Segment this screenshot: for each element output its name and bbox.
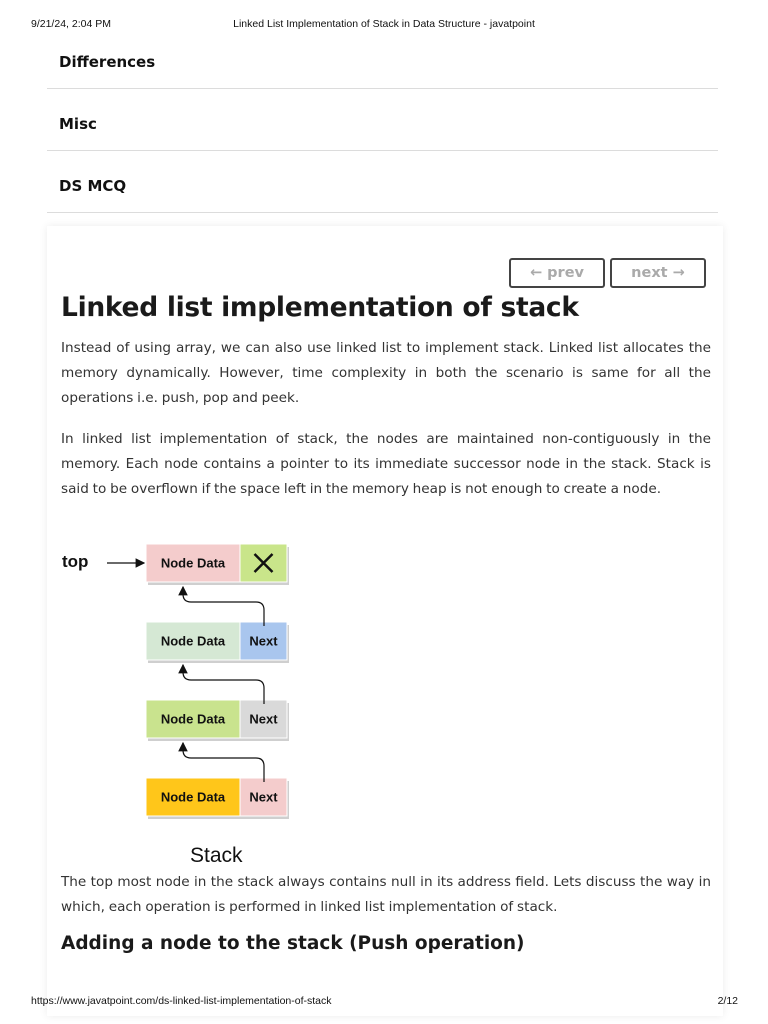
stack-node-3 <box>146 700 289 741</box>
link-arrow-3-to-2 <box>183 665 264 704</box>
nav-item-differences[interactable] <box>47 26 718 89</box>
nav-item-label[interactable]: Misc <box>59 115 97 133</box>
nav-item-label[interactable]: Differences <box>59 53 156 71</box>
node-data-label: Node Data <box>160 789 226 805</box>
prev-button[interactable]: ← prev <box>509 258 605 288</box>
print-title: Linked List Implementation of Stack in Data Structure - javatpoint <box>233 18 535 30</box>
node-next-label: Next <box>249 789 278 805</box>
print-date: 9/21/24, 2:04 PM <box>31 18 111 30</box>
intro-paragraph: Instead of using array, we can also use linked list to implement stack. Linked list allocates the memory dynamically. However, time complexity in both the scenario is same for all the operations i.e. push, pop and peek. <box>61 340 711 406</box>
push-operation-heading: Adding a node to the stack (Push operation) <box>61 933 525 954</box>
stack-diagram <box>55 530 315 870</box>
stack-caption: Stack <box>190 844 243 867</box>
next-button[interactable]: next → <box>610 258 706 288</box>
print-url: https://www.javatpoint.com/ds-linked-list-implementation-of-stack <box>31 995 332 1007</box>
stack-node-2 <box>146 622 289 663</box>
link-arrow-4-to-3 <box>183 743 264 782</box>
top-label: top <box>62 552 89 571</box>
node-data-label: Node Data <box>160 555 226 571</box>
top-node-paragraph: The top most node in the stack always contains null in its address field. Lets discuss the way in which, each operation is performed in linked list implementation of stack. <box>61 874 711 915</box>
page-title: Linked list implementation of stack <box>61 292 579 323</box>
nav-item-misc[interactable] <box>47 88 718 151</box>
stack-diagram-svg <box>55 530 315 840</box>
stack-node-4 <box>146 778 289 819</box>
node-next-label: Next <box>249 633 278 649</box>
node-data-label: Node Data <box>160 633 226 649</box>
print-page-number: 2/12 <box>717 995 738 1007</box>
node-next-label: Next <box>249 711 278 727</box>
nav-item-ds-mcq[interactable] <box>47 150 718 213</box>
detail-paragraph: In linked list implementation of stack, the nodes are maintained non-contiguously in the memory. Each node contains a pointer to its immediate successor node in the stack. Stack is said to be overflown if the space left in the memory heap is not enough to create a node. <box>61 431 711 497</box>
link-arrow-2-to-1 <box>183 587 264 626</box>
nav-item-label[interactable]: DS MCQ <box>59 177 127 195</box>
stack-node-1 <box>146 544 289 585</box>
node-data-label: Node Data <box>160 711 226 727</box>
